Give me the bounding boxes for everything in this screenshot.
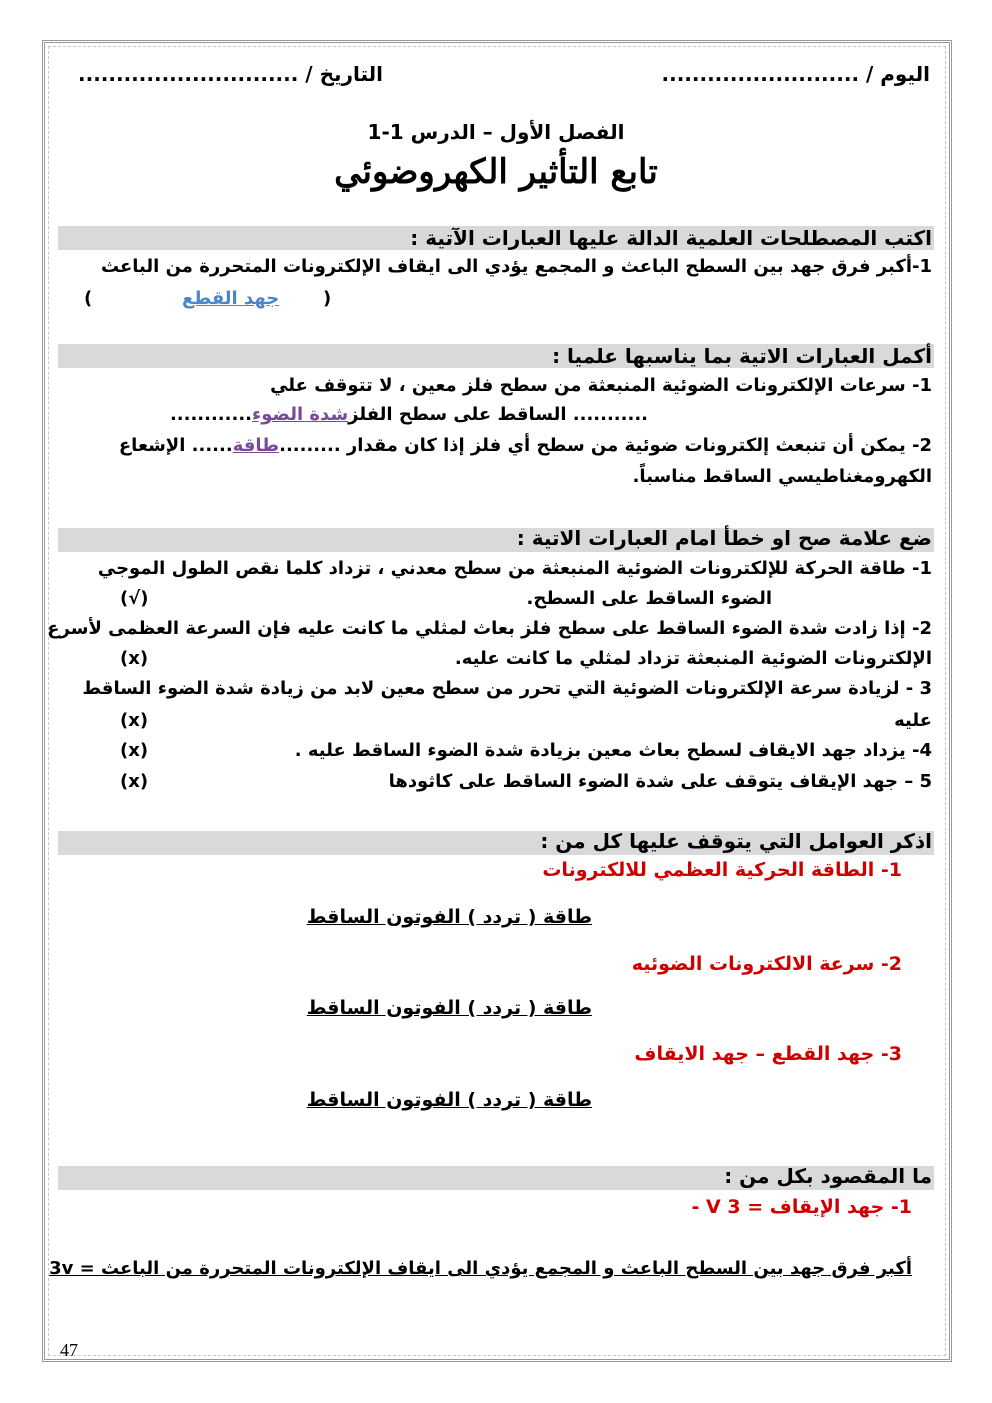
day-field: اليوم / ..........................	[661, 62, 930, 86]
section4-title: اذكر العوامل التي يتوقف عليها كل من :	[540, 829, 932, 853]
section1-title: اكتب المصطلحات العلمية الدالة عليها العبارات الآتية :	[410, 226, 932, 250]
page-number: 47	[60, 1340, 78, 1360]
date-field: التاريخ / .............................	[78, 62, 384, 86]
section2-q1-answer: شدة الضوء	[252, 404, 349, 425]
section2-q2-line2: الكهرومغناطيسي الساقط مناسباً.	[632, 466, 932, 487]
tf-item-4-line1: 4- يزداد جهد الايقاف لسطح بعاث معين بزيادة شدة الضوء الساقط عليه .	[294, 740, 932, 761]
definition-1-text: أكبر فرق جهد بين السطح الباعث و المجمع يؤدي الى ايقاف الإلكترونات المتحررة من الباعث = 3v	[49, 1258, 912, 1279]
tf-item-2-mark: (x)	[120, 648, 149, 669]
tf-item-4-mark: (x)	[120, 740, 149, 761]
section1-close-paren: )	[84, 288, 93, 309]
definition-1-label: 1- جهد الإيقاف = 3 V -	[691, 1196, 912, 1218]
tf-item-1-mark: (√)	[120, 588, 149, 609]
factor-1-answer: طاقة ( تردد ) الفوتون الساقط	[306, 906, 592, 928]
page-title: تابع التأثير الكهروضوئي	[334, 152, 658, 192]
section2-q2-answer: طاقة	[232, 435, 280, 456]
tf-item-1-line1: 1- طاقة الحركة للإلكترونات الضوئية المنبعثة من سطح معدني ، تزداد كلما نقص الطول الموجي	[97, 558, 932, 579]
section2-q2-start: 2- يمكن أن تنبعث إلكترونات ضوئية من سطح أي فلز إذا كان مقدار .........	[279, 435, 932, 456]
chapter-title: الفصل الأول – الدرس 1-1	[367, 120, 625, 144]
tf-item-2-line1: 2- إذا زادت شدة الضوء الساقط على سطح فلز بعاث لمثلي ما كانت عليه فإن السرعة العظمى لأسرع	[47, 618, 932, 639]
section1-open-paren: (	[323, 288, 332, 309]
section2-q1-dots: ............	[169, 404, 252, 425]
tf-item-3-line1: 3 - لزيادة سرعة الإلكترونات الضوئية التي تحرر من سطح معين لابد من زيادة شدة الضوء الساقط	[82, 678, 932, 699]
section2-title: أكمل العبارات الاتية بما يناسبها علميا :	[552, 344, 932, 368]
section1-question: 1-أكبر فرق جهد بين السطح الباعث و المجمع يؤدي الى ايقاف الإلكترونات المتحررة من الباعث	[100, 256, 932, 277]
tf-item-5-line1: 5 – جهد الإيقاف يتوقف على شدة الضوء الساقط على كاثودها	[388, 771, 932, 792]
tf-item-3-mark: (x)	[120, 710, 149, 731]
section3-title: ضع علامة صح او خطأ امام العبارات الاتية :	[516, 526, 932, 550]
section2-q1-line1: 1- سرعات الإلكترونات الضوئية المنبعثة من سطح فلز معين ، لا تتوقف علي	[270, 375, 932, 396]
section2-q1-tail: ........... الساقط على سطح الفلز	[348, 404, 648, 425]
factor-2-answer: طاقة ( تردد ) الفوتون الساقط	[306, 997, 592, 1019]
tf-item-3-line2: عليه	[894, 710, 932, 731]
section2-q1-rest	[170, 404, 648, 425]
section1-answer: جهد القطع	[182, 288, 280, 309]
factor-3-answer: طاقة ( تردد ) الفوتون الساقط	[306, 1089, 592, 1111]
factor-2-label: 2- سرعة الالكترونات الضوئيه	[631, 953, 902, 975]
tf-item-1-line2: الضوء الساقط على السطح.	[526, 588, 772, 609]
factor-1-label: 1- الطاقة الحركية العظمي للالكترونات	[542, 859, 902, 881]
tf-item-2-line2: الإلكترونات الضوئية المنبعثة تزداد لمثلي ما كانت عليه.	[454, 648, 932, 669]
section2-q2-line1	[119, 435, 932, 456]
factor-3-label: 3- جهد القطع – جهد الايقاف	[634, 1043, 902, 1065]
section5-title: ما المقصود بكل من :	[724, 1164, 932, 1188]
section2-q2-end: ...... الإشعاع	[118, 435, 233, 456]
tf-item-5-mark: (x)	[120, 771, 149, 792]
